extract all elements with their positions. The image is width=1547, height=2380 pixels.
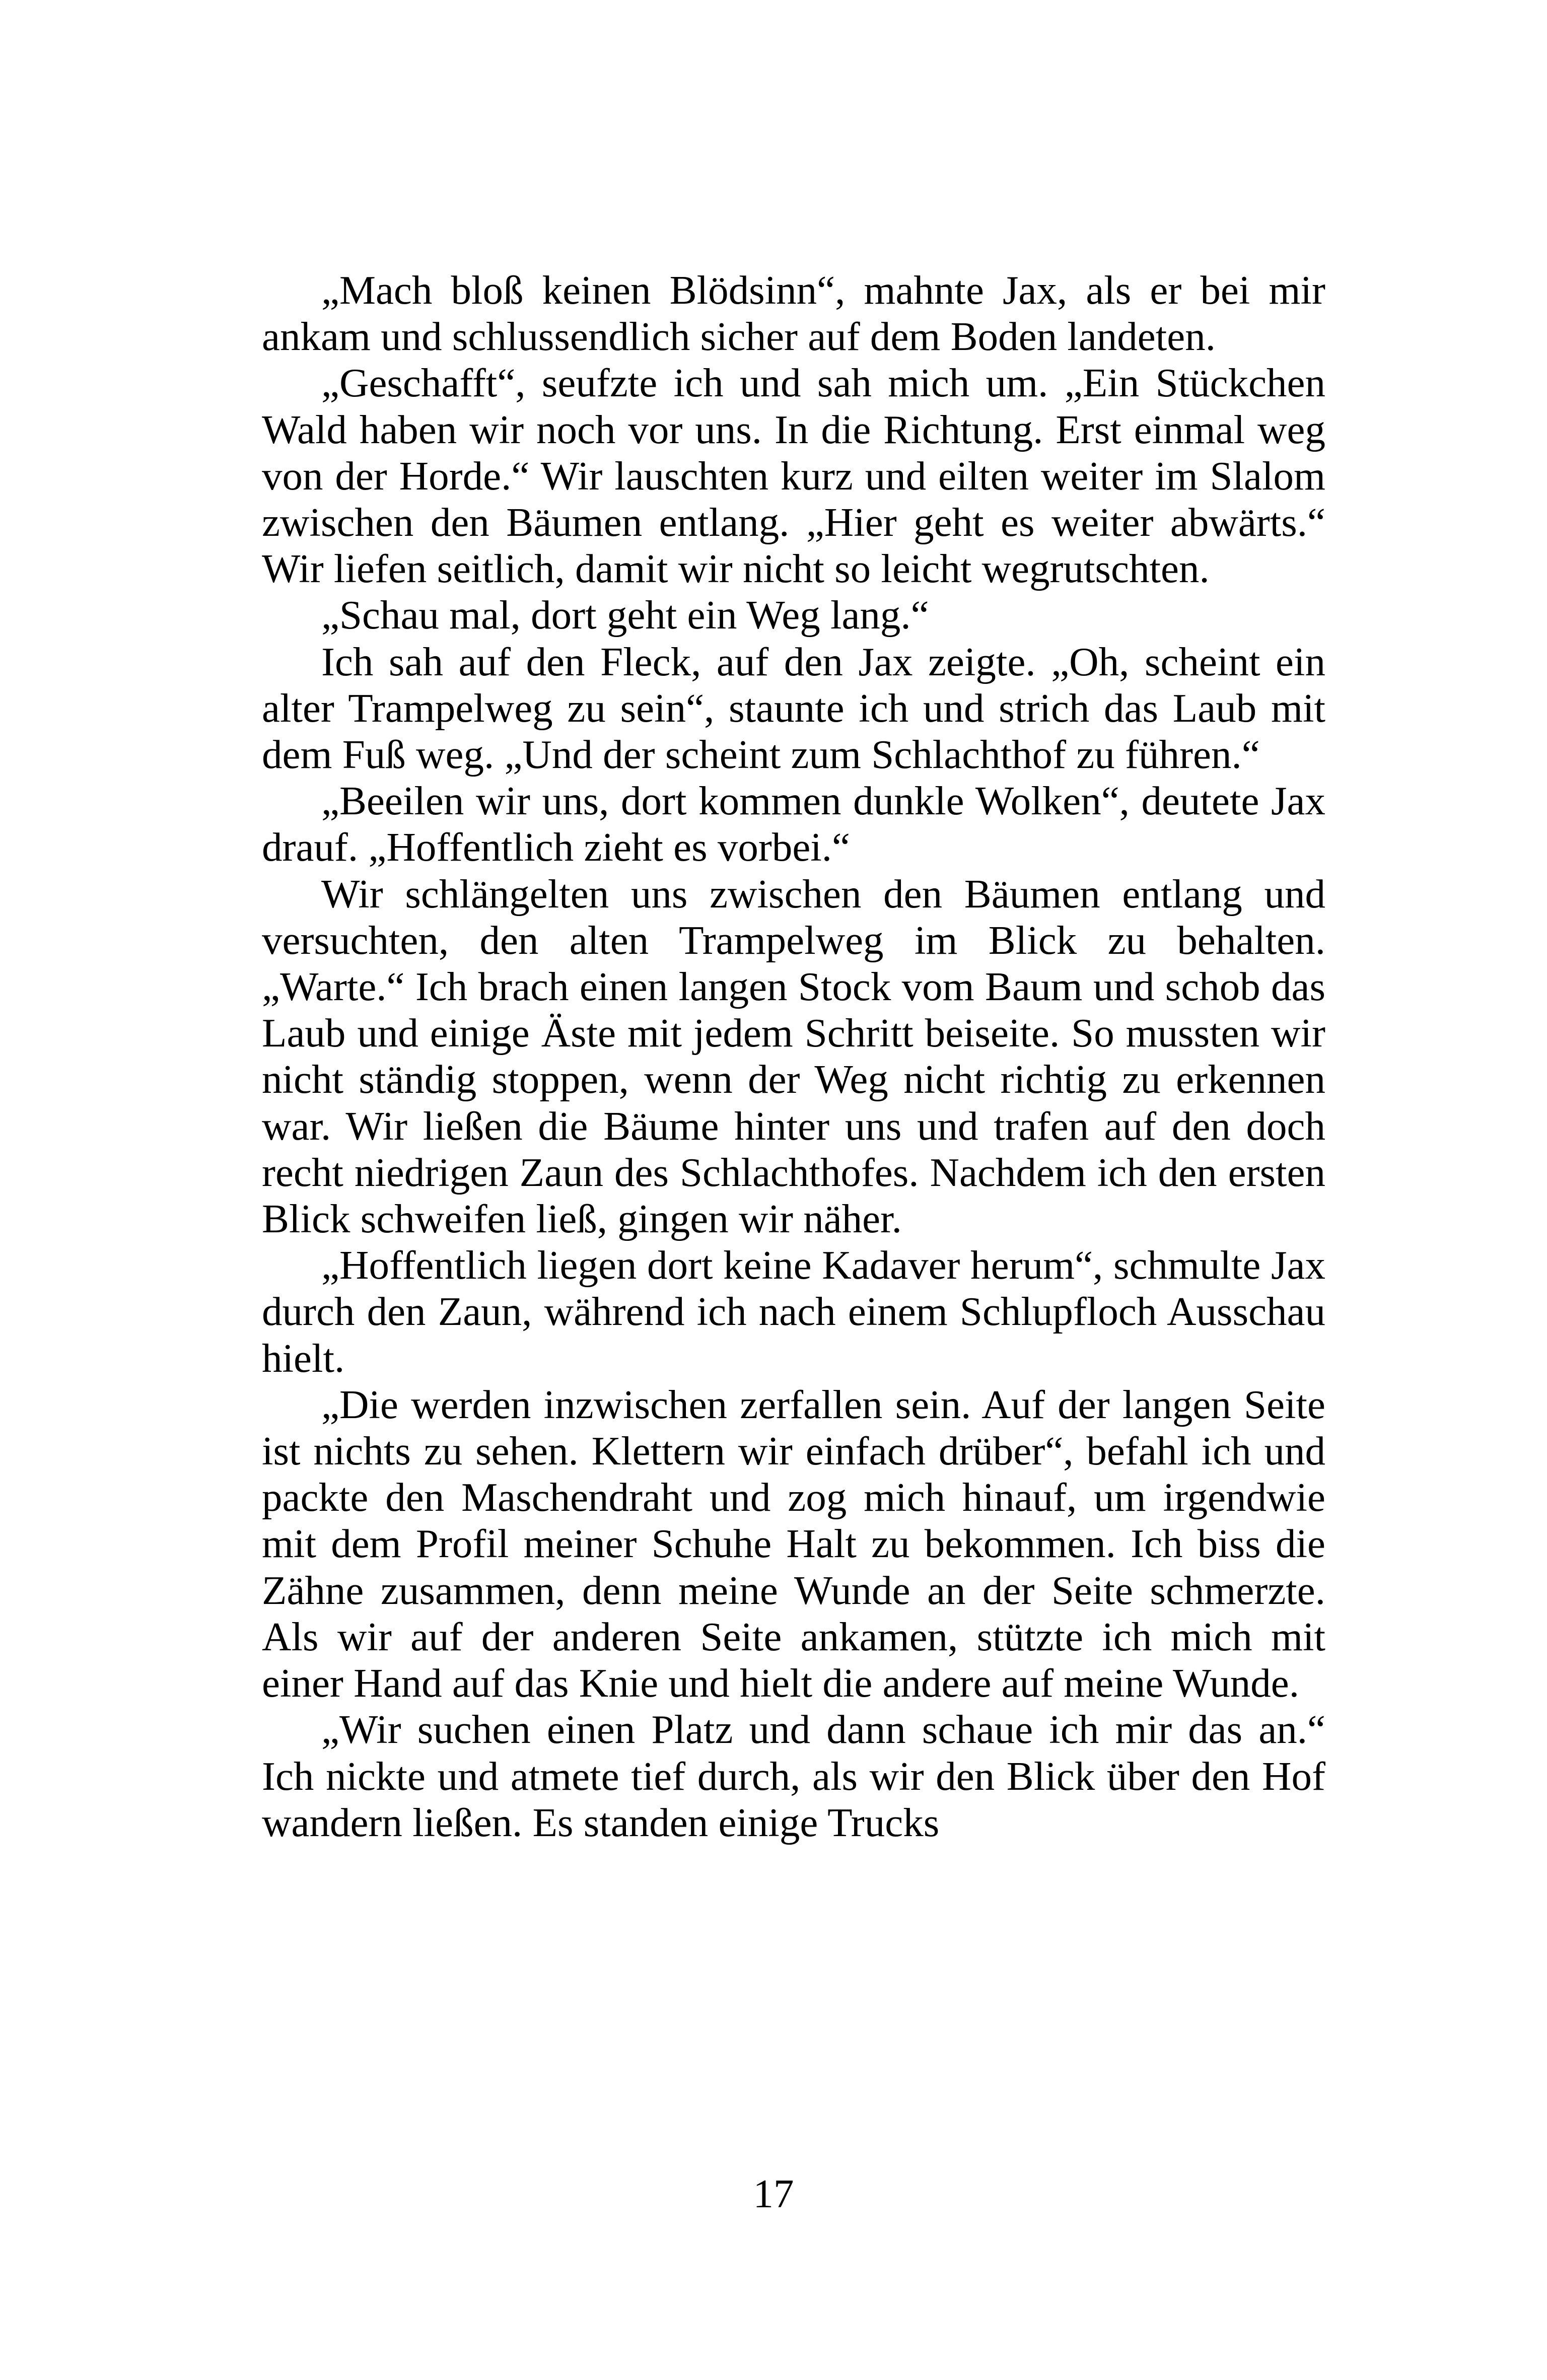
paragraph: „Beeilen wir uns, dort kommen dunkle Wolken“, deutete Jax drauf. „Hoffentlich zieht es vorbei.“ [262, 778, 1325, 870]
paragraph: Wir schlängelten uns zwischen den Bäumen entlang und versuchten, den alten Trampelweg im Blick zu behalten. „Warte.“ Ich brach einen langen Stock vom Baum und schob das Laub und einige Äste mit jedem Schritt beiseite. So mussten wir nicht ständig stoppen, wenn der Weg nicht richtig zu erkennen war. Wir ließen die Bäume hinter uns und trafen auf den doch recht niedrigen Zaun des Schlachthofes. Nachdem ich den ersten Blick schweifen ließ, gingen wir näher. [262, 871, 1325, 1242]
paragraph: „Mach bloß keinen Blödsinn“, mahnte Jax, als er bei mir ankam und schlussendlich sicher auf dem Boden landeten. [262, 267, 1325, 360]
paragraph: Ich sah auf den Fleck, auf den Jax zeigte. „Oh, scheint ein alter Trampelweg zu sein“, staunte ich und strich das Laub mit dem Fuß weg. „Und der scheint zum Schlachthof zu führen.“ [262, 639, 1325, 778]
paragraph: „Geschafft“, seufzte ich und sah mich um. „Ein Stückchen Wald haben wir noch vor uns. In die Richtung. Erst einmal weg von der Horde.“ Wir lauschten kurz und eilten weiter im Slalom zwischen den Bäumen entlang. „Hier geht es weiter abwärts.“ Wir liefen seitlich, damit wir nicht so leicht wegrutschten. [262, 360, 1325, 592]
paragraph: „Hoffentlich liegen dort keine Kadaver herum“, schmulte Jax durch den Zaun, während ich nach einem Schlupfloch Ausschau hielt. [262, 1242, 1325, 1381]
paragraph: „Schau mal, dort geht ein Weg lang.“ [321, 592, 929, 638]
paragraph: „Die werden inzwischen zerfallen sein. Auf der langen Seite ist nichts zu sehen. Klettern wir einfach drüber“, befahl ich und packte den Maschendraht und zog mich hinauf, um irgendwie mit dem Profil meiner Schuhe Halt zu bekommen. Ich biss die Zähne zusammen, denn meine Wunde an der Seite schmerzte. Als wir auf der anderen Seite ankamen, stützte ich mich mit einer Hand auf das Knie und hielt die andere auf meine Wunde. [262, 1381, 1325, 1706]
page-number: 17 [753, 2171, 794, 2216]
paragraph: „Wir suchen einen Platz und dann schaue ich mir das an.“ Ich nickte und atmete tief durch, als wir den Blick über den Hof wandern ließen. Es standen einige Trucks [262, 1707, 1325, 1845]
body-text [262, 267, 1325, 1846]
